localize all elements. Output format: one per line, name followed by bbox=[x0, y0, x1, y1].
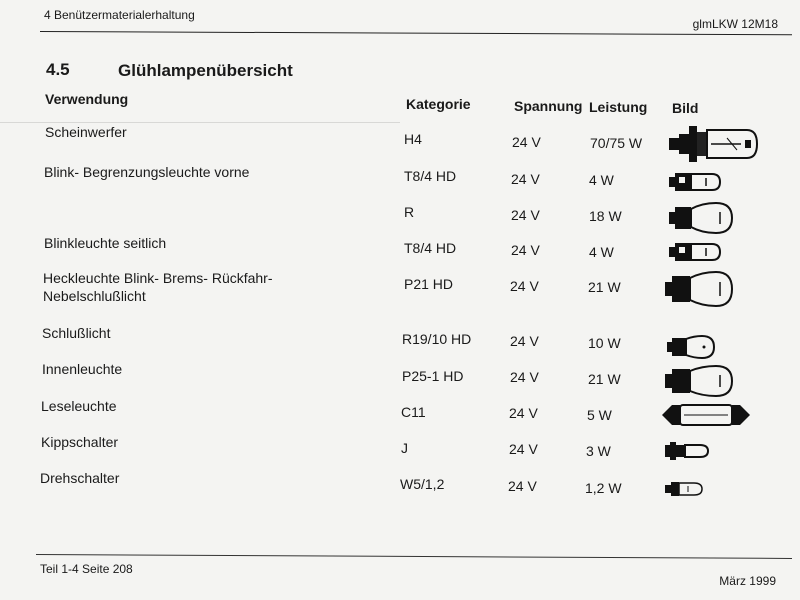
row-voltage: 24 V bbox=[510, 278, 539, 294]
row-power: 3 W bbox=[586, 443, 611, 459]
column-header-use: Verwendung bbox=[45, 91, 129, 107]
column-header-voltage: Spannung bbox=[514, 98, 583, 114]
row-category: C11 bbox=[401, 404, 426, 420]
row-voltage: 24 V bbox=[511, 242, 540, 258]
row-category: R bbox=[404, 204, 415, 220]
header-chapter: 4 Benützermaterialerhaltung bbox=[44, 8, 195, 22]
section-title: Glühlampenübersicht bbox=[118, 61, 293, 80]
row-use: Drehschalter bbox=[40, 470, 120, 486]
row-category: P25-1 HD bbox=[402, 368, 464, 384]
section-number: 4.5 bbox=[46, 60, 70, 79]
row-category: R19/10 HD bbox=[402, 331, 472, 347]
row-voltage: 24 V bbox=[509, 441, 538, 457]
row-power: 21 W bbox=[588, 279, 621, 295]
footer-date: März 1999 bbox=[719, 574, 776, 588]
small-bayonet-bulb-icon bbox=[668, 170, 724, 194]
row-category: W5/1,2 bbox=[400, 476, 445, 492]
round-bulb-icon bbox=[668, 201, 736, 235]
row-category: H4 bbox=[404, 131, 422, 147]
mini-bulb-icon bbox=[664, 440, 712, 462]
column-header-image: Bild bbox=[672, 100, 699, 116]
row-voltage: 24 V bbox=[511, 207, 540, 223]
row-voltage: 24 V bbox=[512, 134, 541, 150]
row-category: P21 HD bbox=[404, 276, 454, 292]
wedge-bulb-icon bbox=[664, 480, 706, 498]
row-category: T8/4 HD bbox=[404, 240, 457, 256]
large-round-bulb-icon bbox=[664, 270, 736, 308]
column-header-category: Kategorie bbox=[406, 96, 471, 112]
row-use: Heckleuchte Blink- Brems- Rückfahr- bbox=[43, 270, 273, 286]
row-power: 5 W bbox=[587, 407, 612, 423]
h4-headlight-bulb-icon bbox=[667, 122, 761, 166]
row-use-line2: Nebelschlußlicht bbox=[43, 288, 146, 304]
large-round-bulb-icon bbox=[664, 364, 736, 398]
row-use: Blinkleuchte seitlich bbox=[44, 235, 167, 251]
row-voltage: 24 V bbox=[511, 171, 540, 187]
row-voltage: 24 V bbox=[510, 333, 539, 349]
row-category: T8/4 HD bbox=[404, 168, 457, 184]
row-category: J bbox=[401, 440, 408, 456]
row-voltage: 24 V bbox=[508, 478, 537, 494]
row-use: Innenleuchte bbox=[42, 361, 123, 377]
row-power: 10 W bbox=[588, 335, 621, 351]
scan-artifact-line bbox=[0, 122, 400, 123]
row-use: Blink- Begrenzungsleuchte vorne bbox=[44, 164, 250, 180]
row-power: 18 W bbox=[589, 208, 622, 224]
row-use: Leseleuchte bbox=[41, 398, 117, 414]
row-use: Scheinwerfer bbox=[45, 124, 127, 140]
small-bayonet-bulb-icon bbox=[668, 240, 724, 264]
row-power: 70/75 W bbox=[590, 135, 643, 151]
small-round-bulb-icon bbox=[666, 334, 718, 360]
row-voltage: 24 V bbox=[510, 369, 539, 385]
festoon-bulb-icon bbox=[660, 402, 752, 428]
row-power: 4 W bbox=[589, 172, 614, 188]
row-use: Kippschalter bbox=[41, 434, 119, 450]
row-power: 4 W bbox=[589, 244, 614, 260]
column-header-power: Leistung bbox=[589, 99, 648, 115]
footer-page-ref: Teil 1-4 Seite 208 bbox=[40, 562, 133, 576]
footer-rule bbox=[36, 554, 792, 559]
row-voltage: 24 V bbox=[509, 405, 538, 421]
row-use: Schlußlicht bbox=[42, 325, 111, 341]
row-power: 21 W bbox=[588, 371, 621, 387]
row-power: 1,2 W bbox=[585, 480, 622, 496]
header-document-id: glmLKW 12M18 bbox=[692, 17, 778, 31]
header-rule bbox=[40, 31, 792, 35]
